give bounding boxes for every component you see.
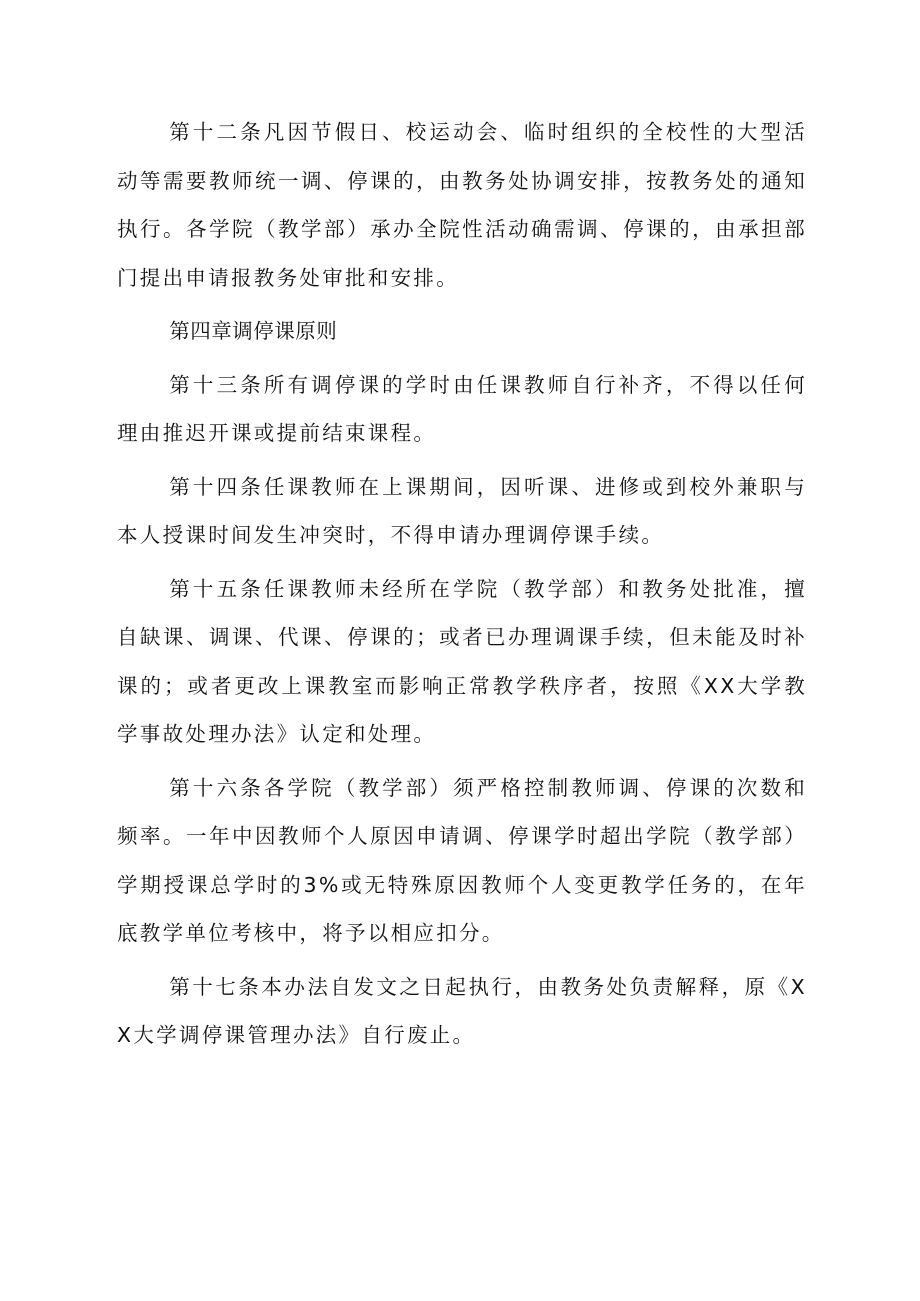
article-15-paragraph: 第十五条任课教师未经所在学院（教学部）和教务处批准，擅自缺课、调课、代课、停课的；或者已办理调课手续，但未能及时补课的；或者更改上课教室而影响正常教学秩序者，按照《XX大学教学事故处理办法》认定和处理。	[117, 576, 807, 746]
article-16-paragraph: 第十六条各学院（教学部）须严格控制教师调、停课的次数和频率。一年中因教师个人原因申请调、停课学时超出学院（教学部）学期授课总学时的3%或无特殊原因教师个人变更教学任务的，在年底教学单位考核中，将予以相应扣分。	[117, 775, 807, 945]
article-14-paragraph: 第十四条任课教师在上课期间，因听课、进修或到校外兼职与本人授课时间发生冲突时，不得申请办理调停课手续。	[117, 474, 807, 547]
chapter-4-heading: 第四章调停课原则	[169, 319, 338, 343]
article-12-paragraph: 第十二条凡因节假日、校运动会、临时组织的全校性的大型活动等需要教师统一调、停课的，由教务处协调安排，按教务处的通知执行。各学院（教学部）承办全院性活动确需调、停课的，由承担部门提出申请报教务处审批和安排。	[117, 120, 807, 290]
article-17-paragraph: 第十七条本办法自发文之日起执行，由教务处负责解释，原《XX大学调停课管理办法》自行废止。	[117, 974, 807, 1047]
article-13-paragraph: 第十三条所有调停课的学时由任课教师自行补齐，不得以任何理由推迟开课或提前结束课程。	[117, 372, 807, 445]
document-body	[117, 108, 807, 1065]
